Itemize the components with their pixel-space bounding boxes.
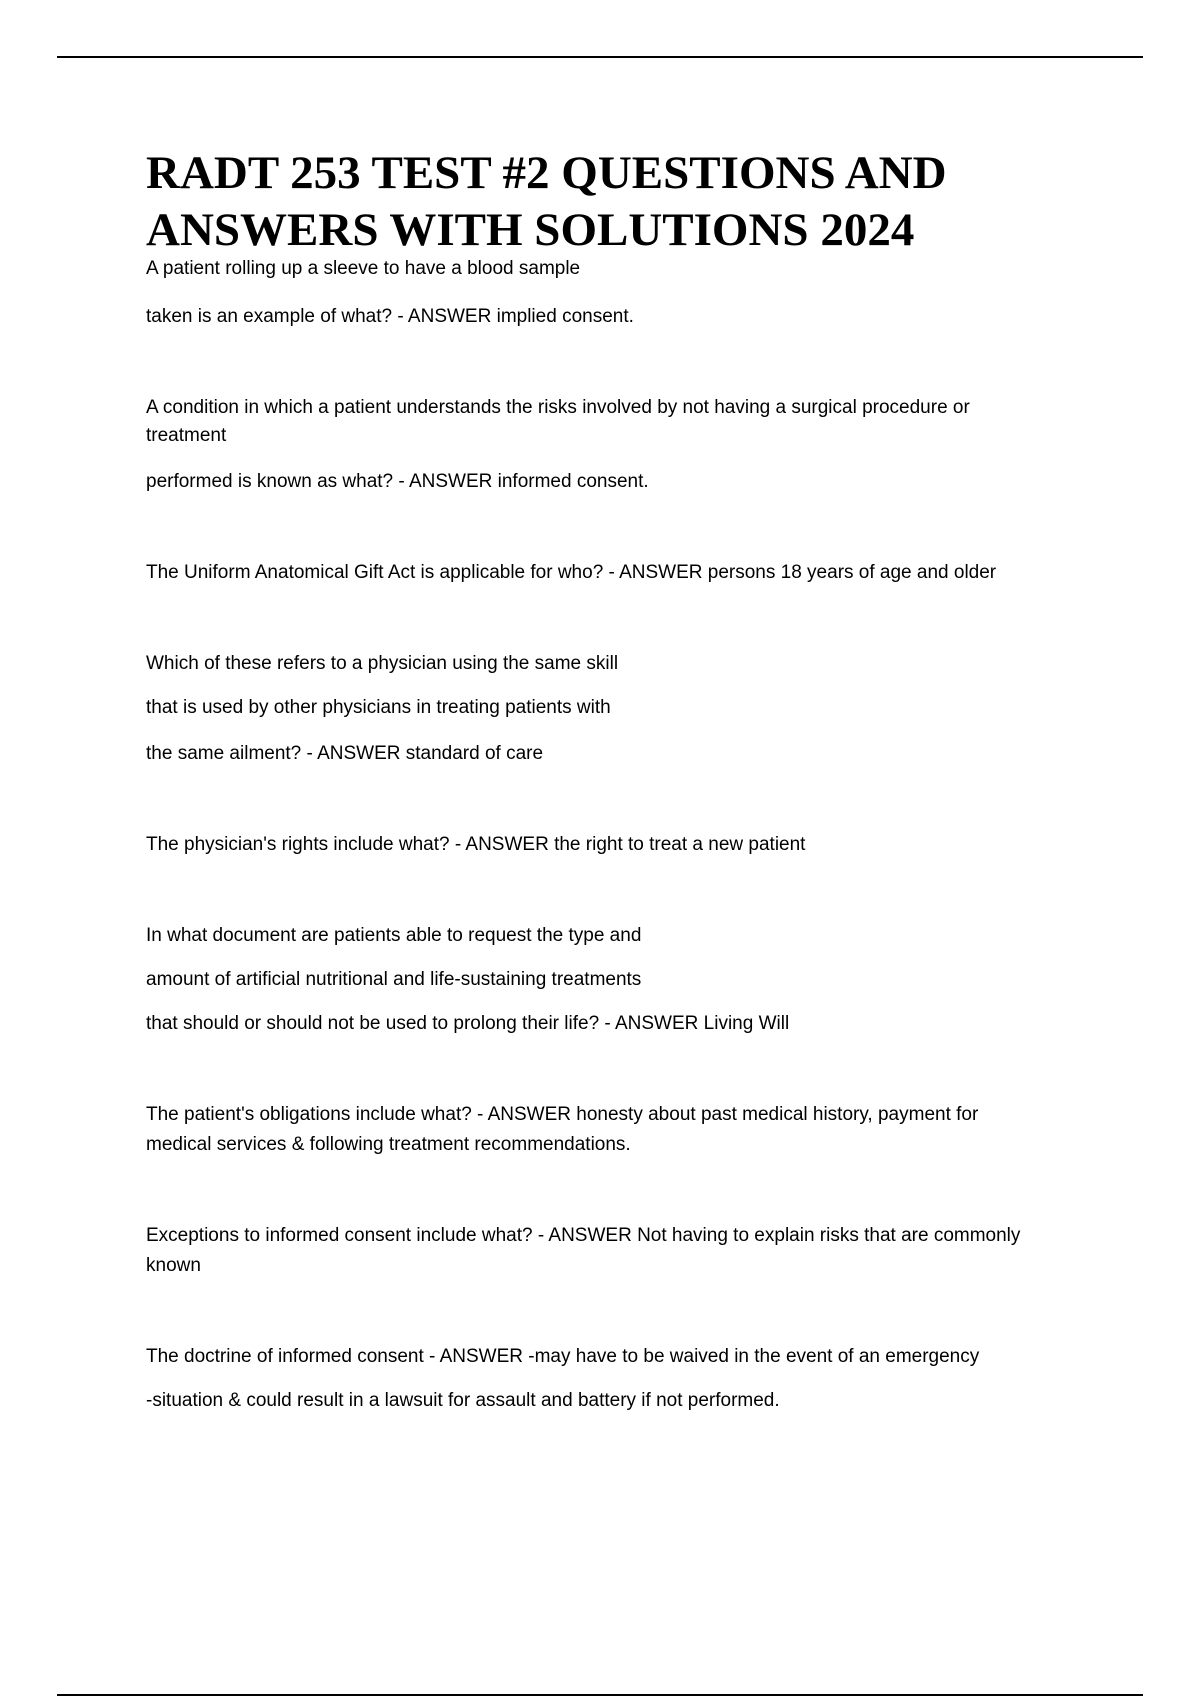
text-line: taken is an example of what? - ANSWER implied consent.	[146, 306, 634, 327]
text-line: the same ailment? - ANSWER standard of care	[146, 743, 544, 764]
text-line: amount of artificial nutritional and life-sustaining treatments	[146, 969, 642, 990]
bottom-rule	[57, 1694, 1143, 1696]
title-line-2: ANSWERS WITH SOLUTIONS 2024	[146, 204, 915, 256]
text-line: The physician's rights include what? - ANSWER the right to treat a new patient	[146, 834, 806, 855]
top-rule	[57, 56, 1143, 58]
text-line: performed is known as what? - ANSWER informed consent.	[146, 471, 649, 492]
text-line: medical services & following treatment recommendations.	[146, 1134, 631, 1155]
text-line: Which of these refers to a physician using the same skill	[146, 653, 619, 674]
text-line: known	[146, 1255, 201, 1276]
text-line: treatment	[146, 425, 227, 446]
text-line: In what document are patients able to request the type and	[146, 925, 642, 946]
text-line: that should or should not be used to prolong their life? - ANSWER Living Will	[146, 1013, 790, 1034]
text-line: -situation & could result in a lawsuit for assault and battery if not performed.	[146, 1390, 780, 1411]
title-line-1: RADT 253 TEST #2 QUESTIONS AND	[146, 147, 947, 199]
text-line: The doctrine of informed consent - ANSWER -may have to be waived in the event of an emergency	[146, 1346, 980, 1367]
text-line: The Uniform Anatomical Gift Act is applicable for who? - ANSWER persons 18 years of age and older	[146, 562, 997, 583]
text-line: A patient rolling up a sleeve to have a blood sample	[146, 258, 581, 279]
text-line: Exceptions to informed consent include what? - ANSWER Not having to explain risks that are commonly	[146, 1225, 1021, 1246]
text-line: that is used by other physicians in treating patients with	[146, 697, 611, 718]
text-line: A condition in which a patient understands the risks involved by not having a surgical procedure or	[146, 397, 970, 418]
text-line: The patient's obligations include what? - ANSWER honesty about past medical history, payment for	[146, 1104, 979, 1125]
document-title	[146, 145, 1146, 259]
